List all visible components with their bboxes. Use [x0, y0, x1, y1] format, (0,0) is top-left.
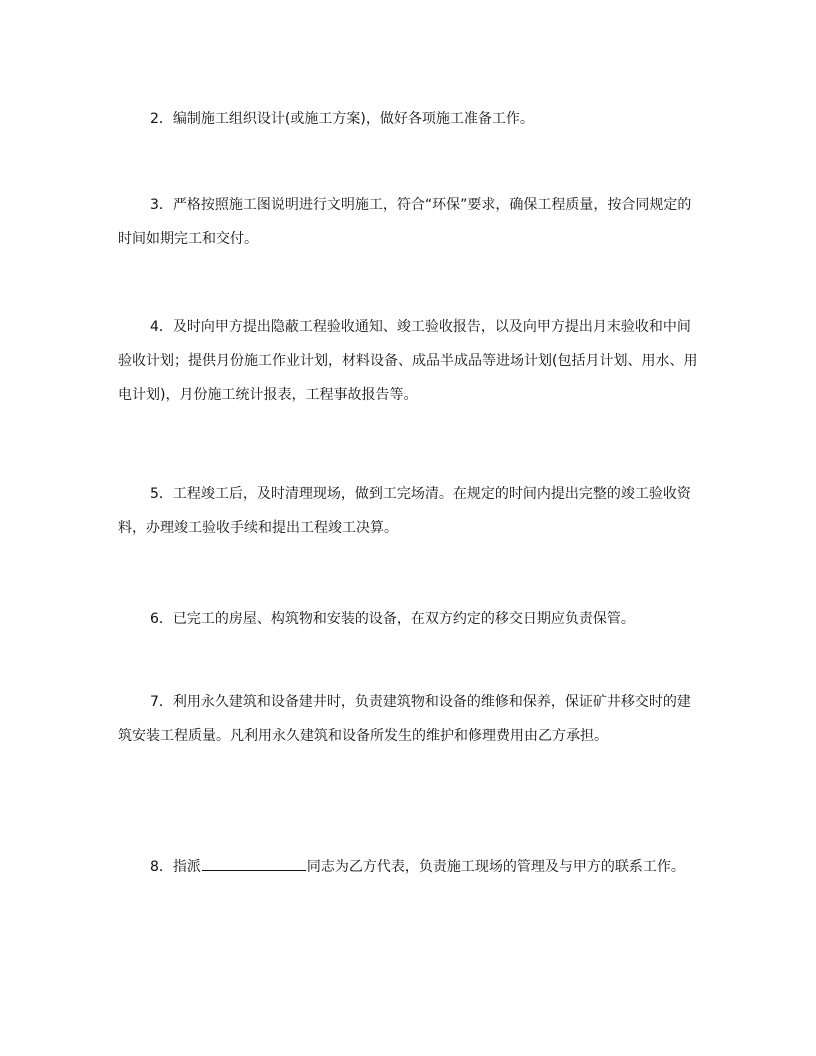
clause-6: 6．已完工的房屋、构筑物和安装的设备，在双方约定的移交日期应负责保管。 [150, 611, 635, 627]
clause-8-suffix: 同志为乙方代表，负责施工现场的管理及与甲方的联系工作。 [306, 859, 685, 875]
clause-8-prefix: 8．指派 [150, 859, 201, 875]
clause-3: 3．严格按照施工图说明进行文明施工，符合“环保”要求，确保工程质量，按合同规定的时间如期完工和交付。 [118, 197, 692, 247]
representative-name-blank [202, 856, 306, 871]
clause-5: 5．工程竣工后，及时清理现场，做到工完场清。在规定的时间内提出完整的竣工验收资料，办理竣工验收手续和提出工程竣工决算。 [118, 486, 691, 536]
clause-8 [118, 850, 698, 884]
clause-7: 7．利用永久建筑和设备建井时，负责建筑物和设备的维修和保养，保证矿井移交时的建筑安装工程质量。凡利用永久建筑和设备所发生的维护和修理费用由乙方承担。 [118, 694, 691, 744]
clause-2: 2．编制施工组织设计(或施工方案)，做好各项施工准备工作。 [150, 111, 534, 127]
clause-4: 4．及时向甲方提出隐蔽工程验收通知、竣工验收报告，以及向甲方提出月末验收和中间验收计划；提供月份施工作业计划，材料设备、成品半成品等进场计划(包括月计划、用水、用电计划)，月份施工统计报表，工程事故报告等。 [118, 319, 698, 403]
